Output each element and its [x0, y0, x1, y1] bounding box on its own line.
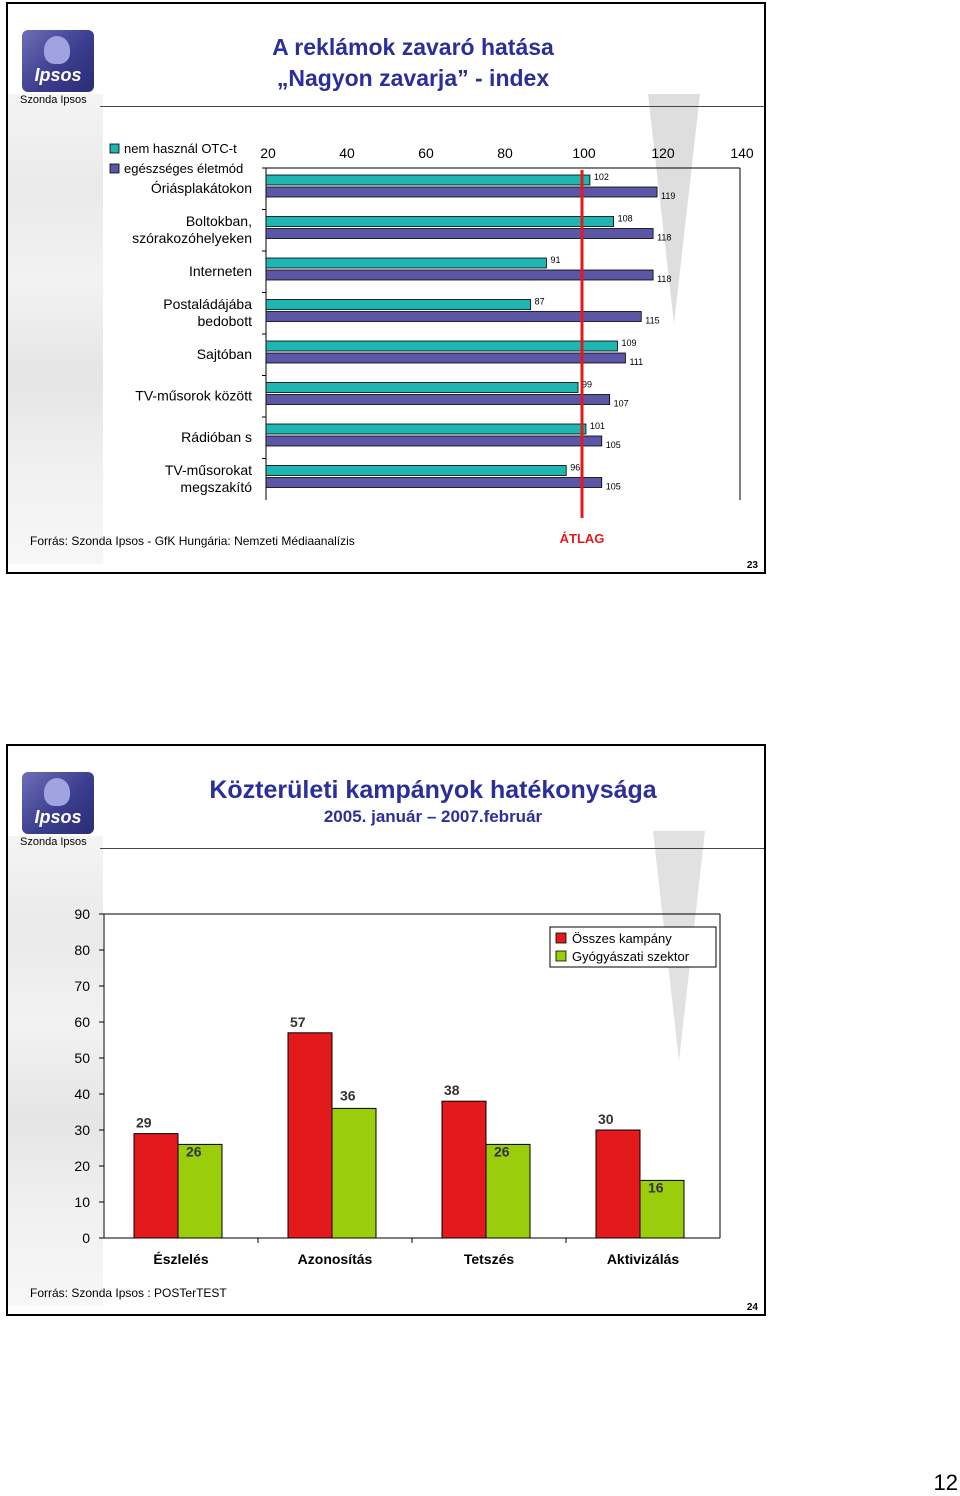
category-label: Óriásplakátokon — [150, 179, 252, 196]
category-label: Rádióban s — [181, 428, 252, 445]
x-tick-label: 120 — [651, 145, 675, 161]
category-label: Azonosítás — [297, 1251, 373, 1267]
y-tick-label: 60 — [74, 1014, 90, 1030]
data-label: 99 — [582, 379, 593, 390]
source-note: Forrás: Szonda Ipsos - GfK Hungária: Nemzeti Médiaanalízis — [30, 534, 355, 548]
data-label: 109 — [621, 338, 637, 348]
category-label: Boltokban, — [185, 212, 252, 229]
legend-label: egészséges életmód — [124, 161, 244, 176]
data-label: 29 — [136, 1114, 152, 1131]
source-note: Forrás: Szonda Ipsos : POSTerTEST — [30, 1286, 227, 1300]
y-tick-label: 40 — [74, 1086, 90, 1102]
category-label: TV-műsorokat — [164, 461, 252, 478]
bar-nem-hasznal-otc — [266, 175, 590, 185]
chart-zavaro-hatas — [8, 134, 764, 564]
category-label: Észlelés — [153, 1251, 209, 1267]
category-label: Interneten — [188, 262, 252, 279]
bar-gyogyaszati-szektor — [332, 1108, 376, 1238]
header-divider — [100, 106, 764, 107]
brand-label: Szonda Ipsos — [20, 94, 87, 106]
data-label: 38 — [444, 1082, 460, 1099]
data-label: 91 — [550, 255, 561, 265]
x-tick-label: 60 — [418, 145, 434, 161]
category-label: Aktivizálás — [606, 1251, 680, 1267]
data-label: 107 — [613, 398, 629, 409]
data-label: 30 — [598, 1111, 614, 1127]
slide-subtitle: 2005. január – 2007.február — [323, 807, 543, 826]
data-label: 102 — [593, 172, 609, 182]
y-tick-label: 70 — [74, 978, 90, 994]
chart-kampany-hatekonysag — [8, 886, 764, 1286]
bar-nem-hasznal-otc — [266, 466, 566, 476]
page-number: 24 — [746, 1302, 758, 1313]
y-tick-label: 80 — [74, 942, 90, 958]
bar-egeszseges-eletmod — [266, 187, 657, 197]
y-tick-label: 50 — [74, 1050, 90, 1066]
data-label: 105 — [605, 481, 621, 492]
data-label: 26 — [186, 1143, 202, 1160]
bar-egeszseges-eletmod — [266, 312, 641, 322]
x-tick-label: 20 — [260, 145, 276, 161]
x-tick-label: 100 — [572, 145, 596, 161]
slide-title: Közterületi kampányok hatékonysága — [209, 776, 657, 804]
bar-nem-hasznal-otc — [266, 258, 546, 268]
bar-osszes-kampany — [288, 1033, 332, 1238]
y-tick-label: 20 — [74, 1158, 90, 1174]
legend-swatch — [556, 951, 566, 961]
y-tick-label: 90 — [74, 906, 90, 922]
category-label: bedobott — [197, 312, 252, 329]
slide-kozteruleti-kampanyok — [6, 744, 766, 1316]
title-line-2: „Nagyon zavarja” - index — [276, 65, 550, 91]
data-label: 101 — [589, 421, 605, 431]
category-label: szórakozóhelyeken — [132, 229, 252, 246]
category-label: Sajtóban — [196, 345, 252, 362]
legend-swatch — [110, 144, 119, 153]
legend-swatch — [110, 164, 119, 173]
category-label: TV-műsorok között — [135, 387, 252, 404]
data-label: 36 — [340, 1087, 356, 1104]
bar-egeszseges-eletmod — [266, 353, 625, 363]
legend-label: Összes kampány — [572, 931, 672, 946]
bar-egeszseges-eletmod — [266, 436, 602, 446]
bar-egeszseges-eletmod — [266, 395, 610, 405]
slide-title — [248, 32, 578, 94]
y-tick-label: 0 — [82, 1230, 90, 1246]
data-label: 16 — [648, 1179, 664, 1196]
bar-osszes-kampany — [596, 1130, 640, 1238]
x-tick-label: 140 — [730, 145, 754, 161]
bar-egeszseges-eletmod — [266, 270, 653, 280]
logo-head-icon — [44, 778, 70, 806]
data-label: 119 — [661, 191, 676, 201]
x-tick-label: 40 — [339, 145, 355, 161]
data-label: 118 — [657, 232, 672, 243]
data-label: 118 — [657, 274, 672, 284]
logo-text: Ipsos — [34, 807, 82, 827]
legend-label: Gyógyászati szektor — [572, 949, 690, 964]
y-tick-label: 30 — [74, 1122, 90, 1138]
ipsos-logo — [22, 30, 94, 92]
data-label: 26 — [494, 1143, 510, 1160]
page-number: 23 — [746, 560, 758, 571]
ipsos-logo — [22, 772, 94, 834]
bar-nem-hasznal-otc — [266, 300, 531, 310]
slide-reklamok-zavaro-hatasa — [6, 2, 766, 574]
y-tick-label: 10 — [74, 1194, 90, 1210]
category-label: Postaládájába — [163, 295, 252, 312]
category-label: Tetszés — [463, 1251, 515, 1267]
bar-osszes-kampany — [442, 1101, 486, 1238]
data-label: 57 — [290, 1013, 306, 1030]
data-label: 96 — [570, 462, 581, 473]
legend-swatch — [556, 933, 566, 943]
title-line-1: A reklámok zavaró hatása — [272, 34, 554, 60]
document-page-number: 12 — [933, 1470, 958, 1495]
logo-text: Ipsos — [34, 65, 82, 85]
data-label: 105 — [605, 440, 621, 450]
data-label: 111 — [629, 357, 644, 367]
category-label: megszakító — [180, 478, 252, 495]
bar-nem-hasznal-otc — [266, 217, 614, 227]
bar-nem-hasznal-otc — [266, 383, 578, 393]
x-tick-label: 80 — [497, 145, 513, 161]
bar-egeszseges-eletmod — [266, 478, 602, 488]
brand-label: Szonda Ipsos — [20, 836, 87, 848]
data-label: 115 — [645, 315, 660, 326]
header-divider — [100, 848, 764, 849]
legend-label: nem használ OTC-t — [124, 141, 237, 156]
data-label: 108 — [617, 213, 633, 224]
bar-egeszseges-eletmod — [266, 229, 653, 239]
bar-osszes-kampany — [134, 1134, 178, 1238]
bar-nem-hasznal-otc — [266, 424, 586, 434]
bar-nem-hasznal-otc — [266, 341, 618, 351]
data-label: 87 — [534, 296, 545, 307]
logo-head-icon — [44, 36, 70, 64]
average-line-label: ÁTLAG — [559, 531, 605, 546]
